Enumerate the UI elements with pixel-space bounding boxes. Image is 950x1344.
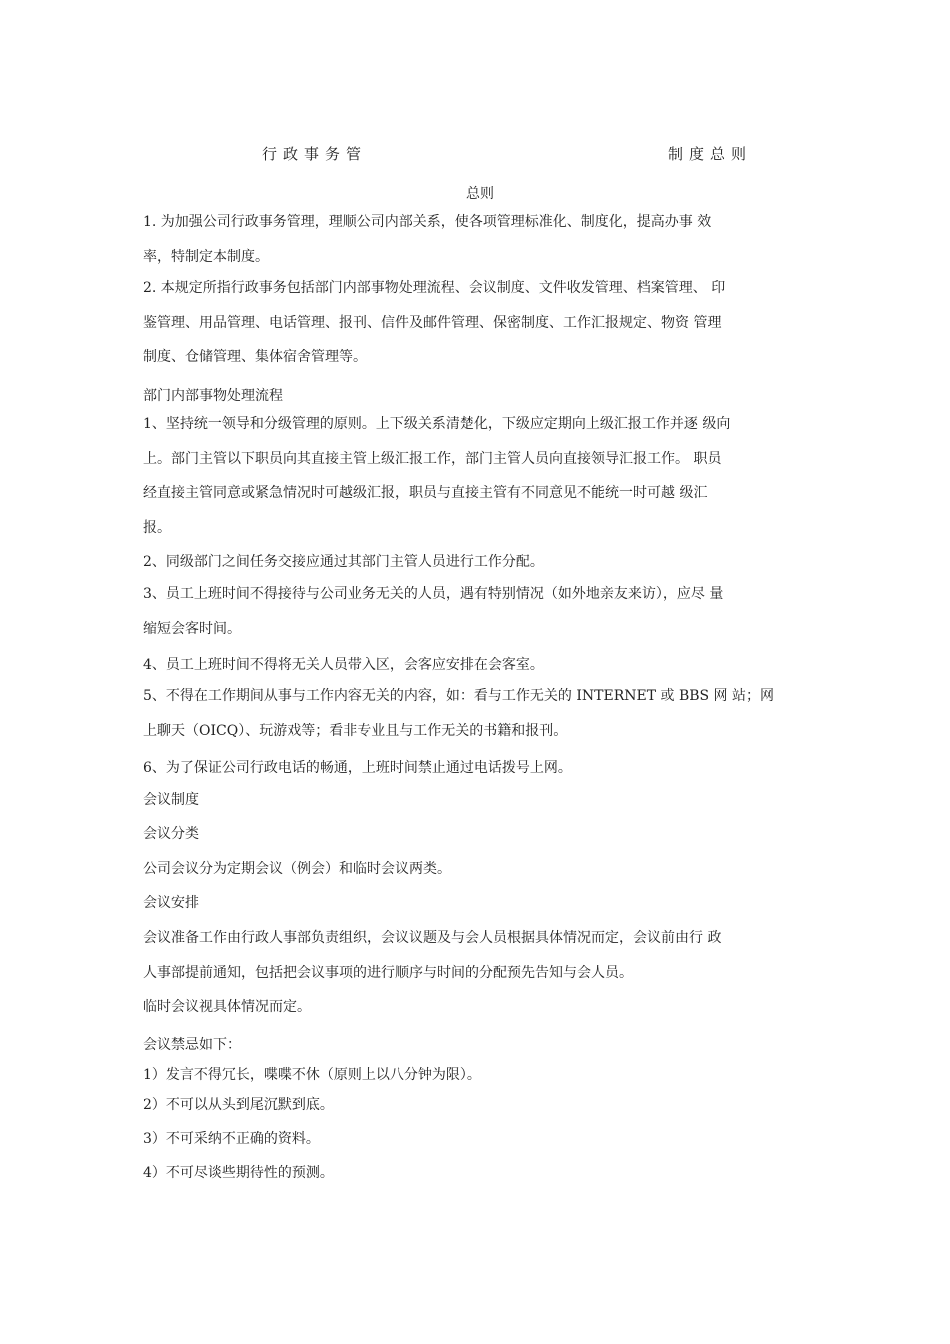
text-line: 制度、仓储管理、集体宿舍管理等。 [143, 349, 367, 365]
text-line: 4）不可尽谈些期待性的预测。 [143, 1165, 334, 1181]
paragraph-temporary-meeting [143, 990, 818, 1025]
text-line: 2、同级部门之间任务交接应通过其部门主管人员进行工作分配。 [143, 554, 544, 570]
paragraph-meeting-types [143, 852, 818, 887]
text-line: 人事部提前通知，包括把会议事项的进行顺序与时间的分配预先告知与会人员。 [143, 964, 633, 981]
text-line: 1、坚持统一领导和分级管理的原则。上下级关系清楚化，下级应定期向上级汇报工作并逐 级向 [143, 416, 731, 432]
title-right: 制度总则 [668, 145, 753, 163]
taboo-item-2 [143, 1088, 818, 1123]
heading-text: 会议安排 [143, 895, 199, 911]
section-heading-general: 总则 [466, 186, 494, 202]
paragraph-item-2 [143, 545, 818, 580]
text-line: 报。 [143, 519, 171, 536]
heading-text: 会议制度 [143, 792, 199, 808]
heading-meeting-types [143, 817, 818, 852]
text-line: 3、员工上班时间不得接待与公司业务无关的人员，遇有特别情况（如外地亲友来访），应尽 量 [143, 586, 724, 602]
taboo-item-4 [143, 1156, 818, 1191]
text-line: 上。部门主管以下职员向其直接主管上级汇报工作，部门主管人员向直接领导汇报工作。 职员 [143, 450, 722, 467]
paragraph-meeting-arrangement [143, 921, 818, 990]
text-line: 1. 为加强公司行政事务管理，理顺公司内部关系，使各项管理标准化、制度化，提高办事 效 [143, 214, 712, 230]
paragraph-item-6 [143, 751, 818, 786]
text-line: 经直接主管同意或紧急情况时可越级汇报，职员与直接主管有不同意见不能统一时可越 级汇 [143, 485, 708, 501]
heading-text: 部门内部事物处理流程 [143, 388, 283, 404]
heading-text: 会议禁忌如下： [143, 1037, 241, 1053]
text-line: 5、不得在工作期间从事与工作内容无关的内容，如：看与工作无关的 INTERNET 或 BBS 网 站；网 [143, 688, 775, 704]
text-line: 2. 本规定所指行政事务包括部门内部事物处理流程、会议制度、文件收发管理、档案管理、 印 [143, 280, 726, 296]
paragraph-purpose [143, 205, 818, 274]
text-line: 1）发言不得冗长，喋喋不休（原则上以八分钟为限）。 [143, 1067, 481, 1083]
heading-meeting-arrangement [143, 886, 818, 921]
text-line: 率，特制定本制度。 [143, 248, 269, 265]
text-line: 上聊天（OICQ）、玩游戏等；看非专业且与工作无关的书籍和报刊。 [143, 722, 568, 739]
paragraph-item-3 [143, 577, 818, 646]
text-line: 临时会议视具体情况而定。 [143, 999, 311, 1015]
text-line: 3）不可采纳不正确的资料。 [143, 1131, 320, 1147]
heading-meeting-system [143, 783, 818, 818]
heading-text: 会议分类 [143, 826, 199, 842]
title-left: 行政事务管 [262, 145, 368, 163]
text-line: 公司会议分为定期会议（例会）和临时会议两类。 [143, 861, 451, 877]
paragraph-item-4 [143, 648, 818, 683]
text-line: 2）不可以从头到尾沉默到底。 [143, 1097, 334, 1113]
text-line: 4、员工上班时间不得将无关人员带入区，会客应安排在会客室。 [143, 657, 544, 673]
text-line: 鉴管理、用品管理、电话管理、报刊、信件及邮件管理、保密制度、工作汇报规定、物资 管理 [143, 314, 722, 331]
text-line: 会议准备工作由行政人事部负责组织，会议议题及与会人员根据具体情况而定，会议前由行 政 [143, 930, 722, 946]
text-line: 6、为了保证公司行政电话的畅通，上班时间禁止通过电话拨号上网。 [143, 760, 572, 776]
taboo-item-3 [143, 1122, 818, 1157]
paragraph-scope [143, 271, 818, 375]
paragraph-item-1 [143, 407, 818, 545]
paragraph-item-5 [143, 679, 818, 748]
text-line: 缩短会客时间。 [143, 620, 241, 637]
